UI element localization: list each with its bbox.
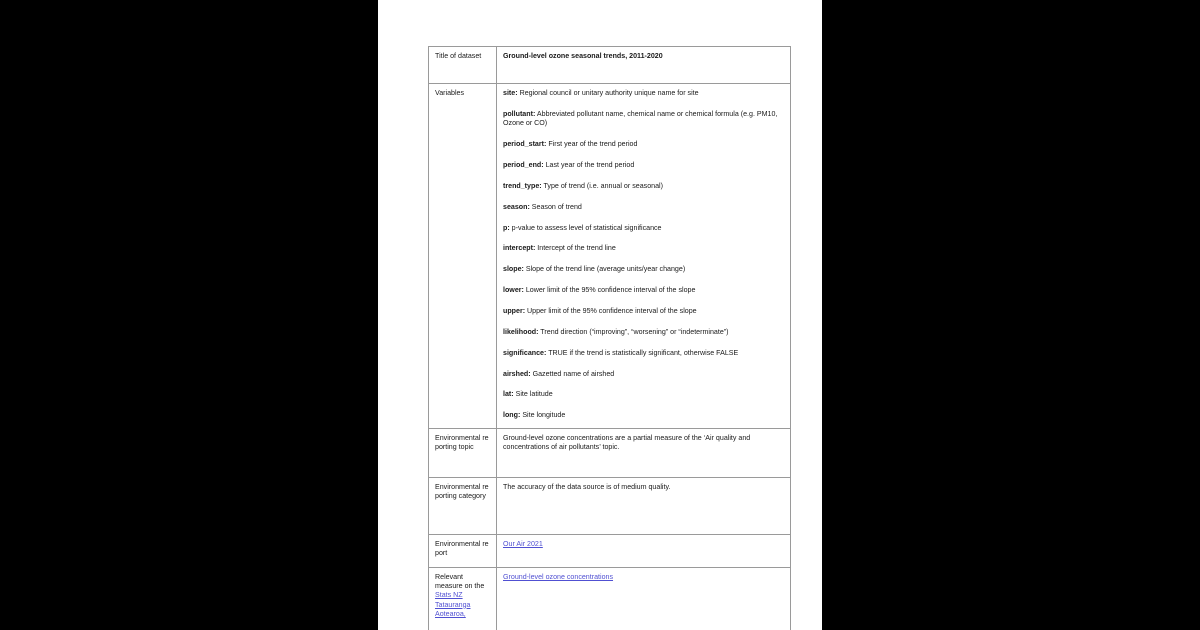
variable-term: site: <box>503 89 518 97</box>
variable-desc: Site longitude <box>520 411 566 420</box>
table-row-relevant-measure <box>429 567 791 630</box>
table-row-reporting-category <box>429 477 791 534</box>
variable-desc: Regional council or unitary authority unique name for site <box>517 89 699 97</box>
link-our-air-2021[interactable]: Our Air 2021 <box>503 539 543 548</box>
table-row-environmental-report <box>429 534 791 567</box>
table-row-variables <box>429 84 791 429</box>
variable-entry-upper <box>503 307 785 316</box>
relevant-measure-prefix: Relevant measure on the <box>435 572 485 590</box>
row-label-reporting-topic <box>429 428 497 477</box>
label-text: Variables <box>435 89 465 97</box>
row-value-reporting-category <box>497 477 791 534</box>
variable-desc: TRUE if the trend is statistically significant, otherwise FALSE <box>546 348 739 357</box>
label-text: Environmental report <box>435 539 489 557</box>
variable-entry-intercept <box>503 244 785 253</box>
variable-term: long: <box>503 411 521 420</box>
variable-term: lower: <box>503 286 524 295</box>
link-stats-nz[interactable]: Stats NZ Tatauranga Aotearoa, <box>435 591 471 619</box>
variable-entry-lower <box>503 286 785 295</box>
row-label-relevant-measure <box>429 567 497 630</box>
table-row-title <box>429 47 791 84</box>
variable-desc: Type of trend (i.e. annual or seasonal) <box>541 181 663 190</box>
dataset-metadata-table <box>428 46 791 630</box>
variable-term: likelihood: <box>503 327 539 336</box>
table-row-reporting-topic <box>429 428 791 477</box>
row-label-title <box>429 47 497 84</box>
variable-term: season: <box>503 202 530 211</box>
variable-desc: First year of the trend period <box>546 140 638 149</box>
variable-entry-lat <box>503 390 785 399</box>
row-value-variables <box>497 84 791 429</box>
variable-entry-significance <box>503 349 785 358</box>
variable-desc: Lower limit of the 95% confidence interval of the slope <box>523 286 696 295</box>
variable-term: slope: <box>503 265 524 274</box>
row-label-variables <box>429 84 497 429</box>
variable-desc: Intercept of the trend line <box>535 244 616 253</box>
variable-entry-site <box>503 89 785 98</box>
variable-term: trend_type: <box>503 181 542 190</box>
variable-desc: Season of trend <box>529 202 582 211</box>
variable-desc: Site latitude <box>513 390 553 399</box>
variable-entry-period-end <box>503 161 785 170</box>
variable-entry-pollutant <box>503 110 785 129</box>
variable-desc: Gazetted name of airshed <box>530 369 615 378</box>
variable-entry-p <box>503 224 785 233</box>
variable-desc: Abbreviated pollutant name, chemical name or chemical formula (e.g. PM10, Ozone or CO) <box>503 109 778 128</box>
variable-desc: p-value to assess level of statistical significance <box>509 223 662 232</box>
variable-entry-period-start <box>503 140 785 149</box>
variable-term: pollutant: <box>503 109 536 118</box>
reporting-category-text: The accuracy of the data source is of medium quality. <box>503 482 671 491</box>
variable-entry-trend-type <box>503 182 785 191</box>
variable-term: significance: <box>503 348 547 357</box>
row-label-reporting-category <box>429 477 497 534</box>
row-value-title <box>497 47 791 84</box>
variable-term: period_start: <box>503 140 547 149</box>
variable-entry-season <box>503 203 785 212</box>
variable-term: lat: <box>503 390 514 399</box>
variable-entry-long <box>503 411 785 420</box>
variable-term: airshed: <box>503 369 531 378</box>
variable-desc: Trend direction (“improving”, “worsening” or “indeterminate”) <box>538 327 729 336</box>
variable-desc: Slope of the trend line (average units/year change) <box>523 265 686 274</box>
variable-term: period_end: <box>503 160 544 169</box>
variable-entry-airshed <box>503 370 785 379</box>
link-ground-level-ozone-concentrations[interactable]: Ground-level ozone concentrations <box>503 572 614 581</box>
label-text: Environmental reporting topic <box>435 433 489 451</box>
variable-entry-likelihood <box>503 328 785 337</box>
dataset-title-text: Ground-level ozone seasonal trends, 2011-2020 <box>503 52 663 60</box>
document-page <box>378 0 822 630</box>
label-text: Title of dataset <box>435 52 482 60</box>
variable-term: p: <box>503 223 510 232</box>
label-text: Environmental reporting category <box>435 482 489 500</box>
row-value-environmental-report <box>497 534 791 567</box>
variable-term: intercept: <box>503 244 536 253</box>
variable-term: upper: <box>503 306 526 315</box>
variable-desc: Last year of the trend period <box>543 160 635 169</box>
row-value-reporting-topic <box>497 428 791 477</box>
variable-desc: Upper limit of the 95% confidence interval of the slope <box>525 306 697 315</box>
reporting-topic-text: Ground-level ozone concentrations are a partial measure of the ‘Air quality and concentrations of air pollutants’ topic. <box>503 433 751 451</box>
row-label-environmental-report <box>429 534 497 567</box>
variable-entry-slope <box>503 265 785 274</box>
row-value-relevant-measure <box>497 567 791 630</box>
